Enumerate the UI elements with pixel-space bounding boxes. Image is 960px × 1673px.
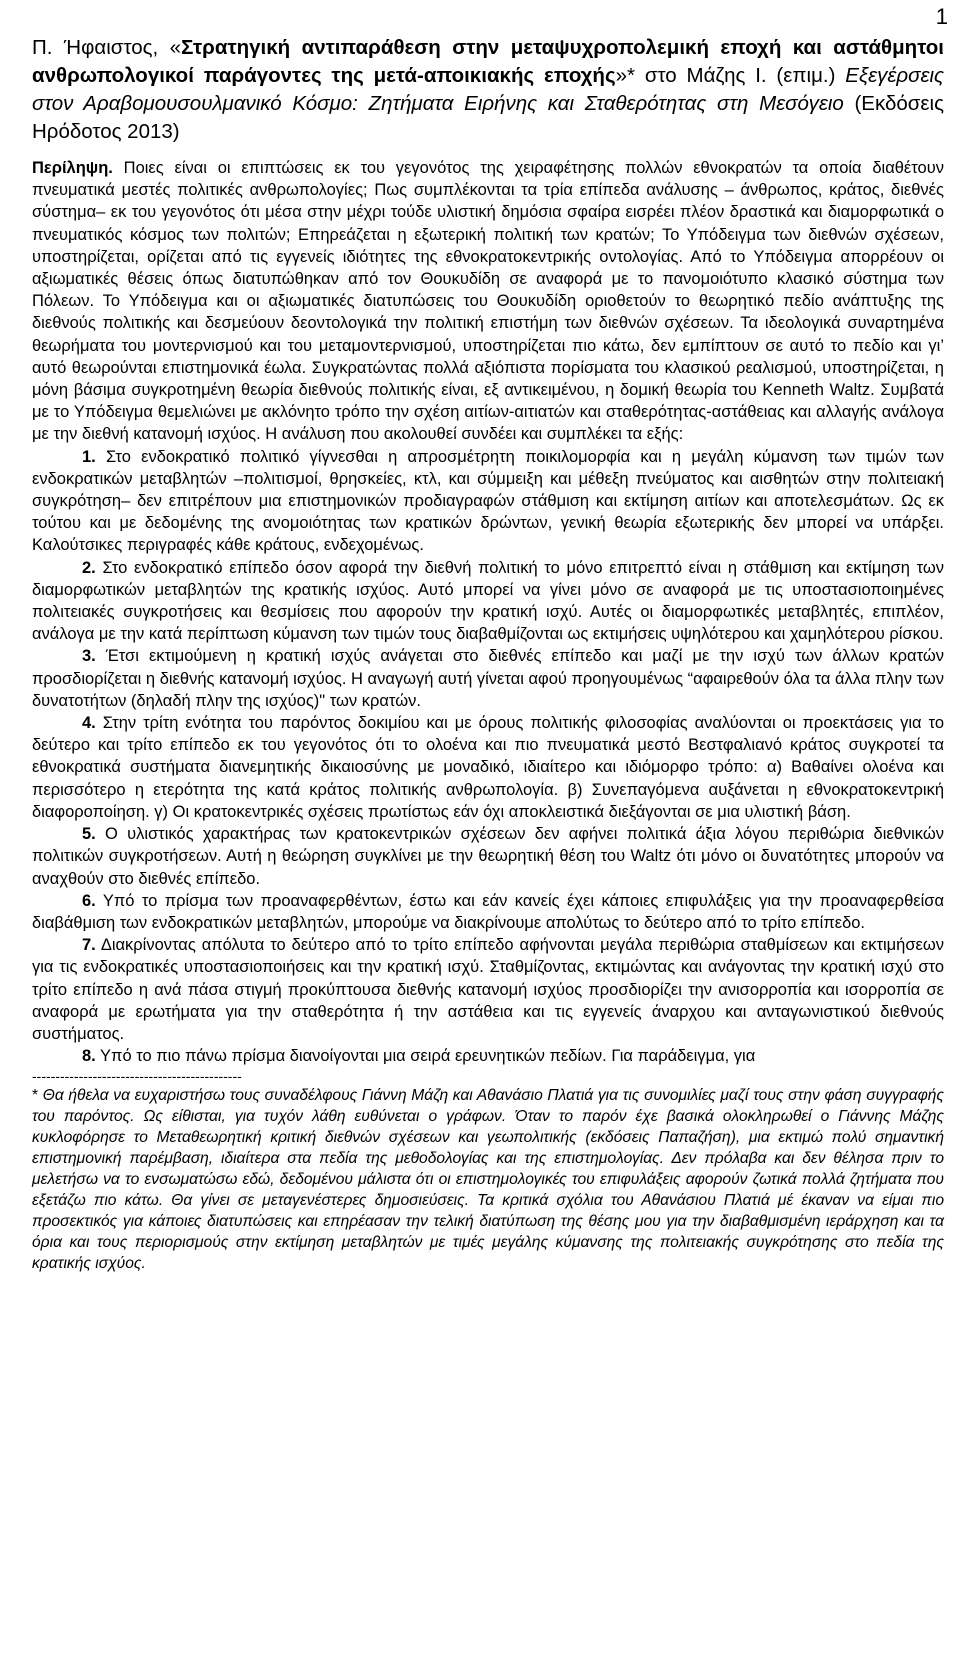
item-text: Στην τρίτη ενότητα του παρόντος δοκιμίου και με όρους πολιτικής φιλοσοφίας αναλύονται οι προεκτάσεις για το δεύτερο και τρίτο επίπεδο εκ του γεγονότος ότι το ολοένα και πιο πνευματικά μεστό Βεστφαλιανό κράτος συγκροτεί τα εθνοκρατικά συστήματα διανεμητικής δικαιοσύνης με μοναδικό, ιδιαίτερο και ιδιόμορφο τρόπο: α) Βαθαίνει ολοένα και περισσότερο η ετερότητα της κατά κράτος πολιτικής ανθρωπολογία. β) Συνεπαγόμενα αυξάνεται η εθνοκρατοκεντρική διαφοροποίηση. γ) Οι κρατοκεντρικές σχέσεις πρωτίστως εάν όχι αποκλειστικά διεξάγονται σε μια υλιστική βάση.: [32, 714, 944, 821]
item-number: 3.: [82, 647, 96, 666]
item-number: 6.: [82, 891, 96, 910]
item-number: 4.: [82, 714, 96, 733]
list-item: [32, 890, 944, 934]
item-text: Στο ενδοκρατικό επίπεδο όσον αφορά την διεθνή πολιτική το μόνο επιτρεπτό είναι η στάθμιση και εκτίμηση των διαμορφωτικών μεταβλητών της κρατικής ισχύος. Αυτό μπορεί να γίνει μόνο σε αναφορά με τις υποστασιοποιημένες πολιτειακές συγκροτήσεις και θεσμίσεις που αφορούν την κρατική ισχύ. Αυτές οι διαμορφωτικές μεταβλητές, επιπλέον, ανάλογα με την κατά περίπτωση κύμανση των τιμών τους διαβαθμίζονται ως εκτιμήσεις υψηλότερου και χαμηλότερου ρίσκου.: [32, 558, 944, 644]
item-number: 8.: [82, 1047, 96, 1066]
item-text: Υπό το πιο πάνω πρίσμα διανοίγονται μια σειρά ερευνητικών πεδίων. Για παράδειγμα, για: [95, 1047, 756, 1066]
footnote-text: Θα ήθελα να ευχαριστήσω τους συναδέλφους Γιάννη Μάζη και Αθανάσιο Πλατιά για τις συνομιλίες μαζί τους στην φάση συγγραφής του παρόντος. Ως είθισται, για τυχόν λάθη ευθύνεται ο γράφων. Όταν το παρόν έχε βασικά ολοκληρωθεί ο Γιάννης Μάζης κυκλοφόρησε το Μεταθεωρητική κριτική διεθνών σχέσεων και γεωπολιτικής (εκδόσεις Παπαζήση), μια εκτιμώ πολύ σημαντική επιστημονική παρέμβαση, ιδιαίτερα στα πεδία της μεθοδολογίας και της επιστημολογίας. Δεν πρόλαβα και δεν θέλησα πριν το μελετήσω να το ενσωματώσω εδώ, δεδομένου μάλιστα ότι οι επιστημολογικές του επιφυλάξεις αφορούν ζωτικά πολλά ζητήματα που εξετάζω πιο κάτω. Θα γίνει σε μεταγενέστερες δημοσιεύσεις. Τα κριτικά σχόλια του Αθανάσιου Πλατιά μέ έκαναν να είμαι πιο προσεκτικός για κάποιες διατυπώσεις και επηρέασαν την τελική διατύπωση της θέσης μου για την διαβαθμισμένη ιεράρχηση και τα όρια και τους περιορισμούς στην εκτίμηση μεταβλητών με τιμές μεγάλης κύμανσης της πολιτειακής συγκρότησης στο πεδία της κρατικής ισχύος.: [32, 1087, 944, 1273]
abstract-label: Περίληψη.: [32, 159, 113, 177]
list-item: [32, 823, 944, 890]
document-title: [32, 34, 944, 146]
title-suffix: (Εκδόσεις Ηρόδοτος 2013): [32, 92, 944, 143]
item-text: Ο υλιστικός χαρακτήρας των κρατοκεντρικών σχέσεων δεν αφήνει πολιτικά άξια λόγου περιθώρια διεθνικών πολιτικών συγκροτήσεων. Αυτή η θεώρηση συγκλίνει με την θεωρητική θέση του Waltz ότι μόνο οι δυνατότητες μπορούν να αναχθούν στο διεθνές επίπεδο.: [32, 825, 944, 888]
title-prefix: Π. Ήφαιστος, «: [32, 36, 182, 59]
item-number: 7.: [82, 936, 96, 955]
list-item: [32, 1045, 944, 1067]
list-item: [32, 446, 944, 557]
list-item: [32, 557, 944, 646]
abstract-paragraph: [32, 157, 944, 446]
title-bold: Στρατηγική αντιπαράθεση στην μεταψυχροπολεμική εποχή και αστάθμητοι ανθρωπολογικοί παράγοντες της μετά-αποικιακής εποχής: [32, 36, 944, 87]
document-content: [32, 34, 944, 1274]
list-item: [32, 934, 944, 1045]
abstract-text: Ποιες είναι οι επιπτώσεις εκ του γεγονότος της χειραφέτησης πολλών εθνοκρατών τα οποία διαθέτουν πνευματικά μεστές πολιτικές ανθρωπολογίες; Πως συμπλέκονται τα τρία επίπεδα ανάλυσης – άνθρωπος, κράτος, διεθνές σύστημα– εκ του γεγονότος ότι μέσα στην μέχρι τούδε υλιστική δημόσια σφαίρα εισρέει πλέον δραστικά και διαμορφωτικά ο πνευματικός κόσμος των πολιτών; Επηρεάζεται η εξωτερική πολιτική των κρατών; Το Υπόδειγμα των διεθνών σχέσεων, υποστηρίζεται, ορίζεται από τις εγγενείς ιδιότητες της εθνοκρατοκεντρικής οντολογίας. Από το Υπόδειγμα απορρέουν οι αξιωματικές θέσεις όπως διατυπώθηκαν από τον Θουκυδίδη σε αναφορά με το πανομοιότυπο κλασικό σύστημα των Πόλεων. Το Υπόδειγμα και οι αξιωματικές διατυπώσεις του Θουκυδίδη οριοθετούν το θεωρητικό πεδίο ανάπτυξης της διεθνούς πολιτικής και δεσμεύουν δεοντολογικά την πολιτική επιστήμη των διεθνών σχέσεων. Τα ιδεολογικά συναρτημένα θεωρήματα του μοντερνισμού και του μεταμοντερνισμού, υποστηρίζεται πιο κάτω, δεν εμπίπτουν σε αυτό το πεδίο και γι’ αυτό θεωρούνται επιστημονικά έωλα. Συγκρατώντας πολλά αξιόπιστα πορίσματα του κλασικού ρεαλισμού, υποστηρίζεται, η μόνη βάσιμα συγκροτημένη θεωρία διεθνούς πολιτικής είναι, εξ αντικειμένου, η δομική θεωρία του Kenneth Waltz. Συμβατά με το Υπόδειγμα θεμελιώνει με ακλόνητο τρόπο την σχέση αιτίων-αιτιατών και σταθερότητας-αστάθειας και αλλαγής ανάλογα με την διεθνή κατανομή ισχύος. Η ανάλυση που ακολουθεί συνδέει και συμπλέκει τα εξής:: [32, 159, 944, 444]
footnote: [32, 1085, 944, 1274]
item-text: Έτσι εκτιμούμενη η κρατική ισχύς ανάγεται στο διεθνές επίπεδο και μαζί με την ισχύ των άλλων κρατών προσδιορίζεται η διεθνής κατανομή ισχύος. Η αναγωγή αυτή γίνεται αφού προηγουμένως “αφαιρεθούν όλα τα άλλα πλην των δυνατοτήτων (δηλαδή πλην της ισχύος)" των κρατών.: [32, 647, 944, 710]
page-number: 1: [935, 4, 948, 29]
list-item: [32, 645, 944, 712]
item-text: Στο ενδοκρατικό πολιτικό γίγνεσθαι η απροσμέτρητη ποικιλομορφία και η μεγάλη κύμανση των τιμών των ενδοκρατικών μεταβλητών –πολιτισμοί, θρησκείες, κτλ, και σύμμειξη και μέθεξη πνεύματος και αισθητών στην πολιτειακή συγκρότηση– δεν επιτρέπουν μια επιστημονικών προδιαγραφών στάθμιση και εκτίμηση αιτίων και αποτελεσμάτων. Ως εκ τούτου και με δεδομένης της ανομοιότητας των κρατικών δρώντων, γενική θεωρία εξωτερικής δεν μπορεί να υπάρξει. Καλούτσικες περιγραφές κάθε κράτους, ενδεχομένως.: [32, 447, 944, 555]
item-text: Υπό το πρίσμα των προαναφερθέντων, έστω και εάν κανείς έχει κάποιες επιφυλάξεις για την προαναφερθείσα διαβάθμιση των ενδοκρατικών μεταβλητών, μπορούμε να διακρίνουμε απολύτως το δεύτερο από το τρίτο επίπεδο.: [32, 891, 944, 932]
item-number: 5.: [82, 825, 96, 844]
item-text: Διακρίνοντας απόλυτα το δεύτερο από το τρίτο επίπεδο αφήνονται μεγάλα περιθώρια σταθμίσεων και εκτιμήσεων για τις ενδοκρατικές υποστασιοποιήσεις και την κρατική ισχύ. Σταθμίζοντας, εκτιμώντας και ανάγοντας την κρατική ισχύ στο τρίτο επίπεδο η ανά πάσα στιγμή προκύπτουσα διεθνής κατανομή ισχύος προσδιορίζει την ανισορροπία και ισορροπία σε αναφορά με ερωτήματα για την σταθερότητα ή την αστάθεια και τις εγγενείς άναρχου και ανταγωνιστικού διεθνούς συστήματος.: [32, 936, 944, 1043]
list-item: [32, 712, 944, 823]
title-italic: Εξεγέρσεις στον Αραβομουσουλμανικό Κόσμο: Ζητήματα Ειρήνης και Σταθερότητας στη Μεσόγειο: [32, 64, 945, 115]
item-number: 2.: [82, 558, 96, 577]
item-number: 1.: [82, 447, 96, 466]
footnote-separator: ---------------------------------------------: [32, 1068, 242, 1085]
footnote-marker: *: [32, 1087, 43, 1105]
title-after-bold: »* στο Μάζης Ι. (επιμ.): [615, 64, 846, 87]
